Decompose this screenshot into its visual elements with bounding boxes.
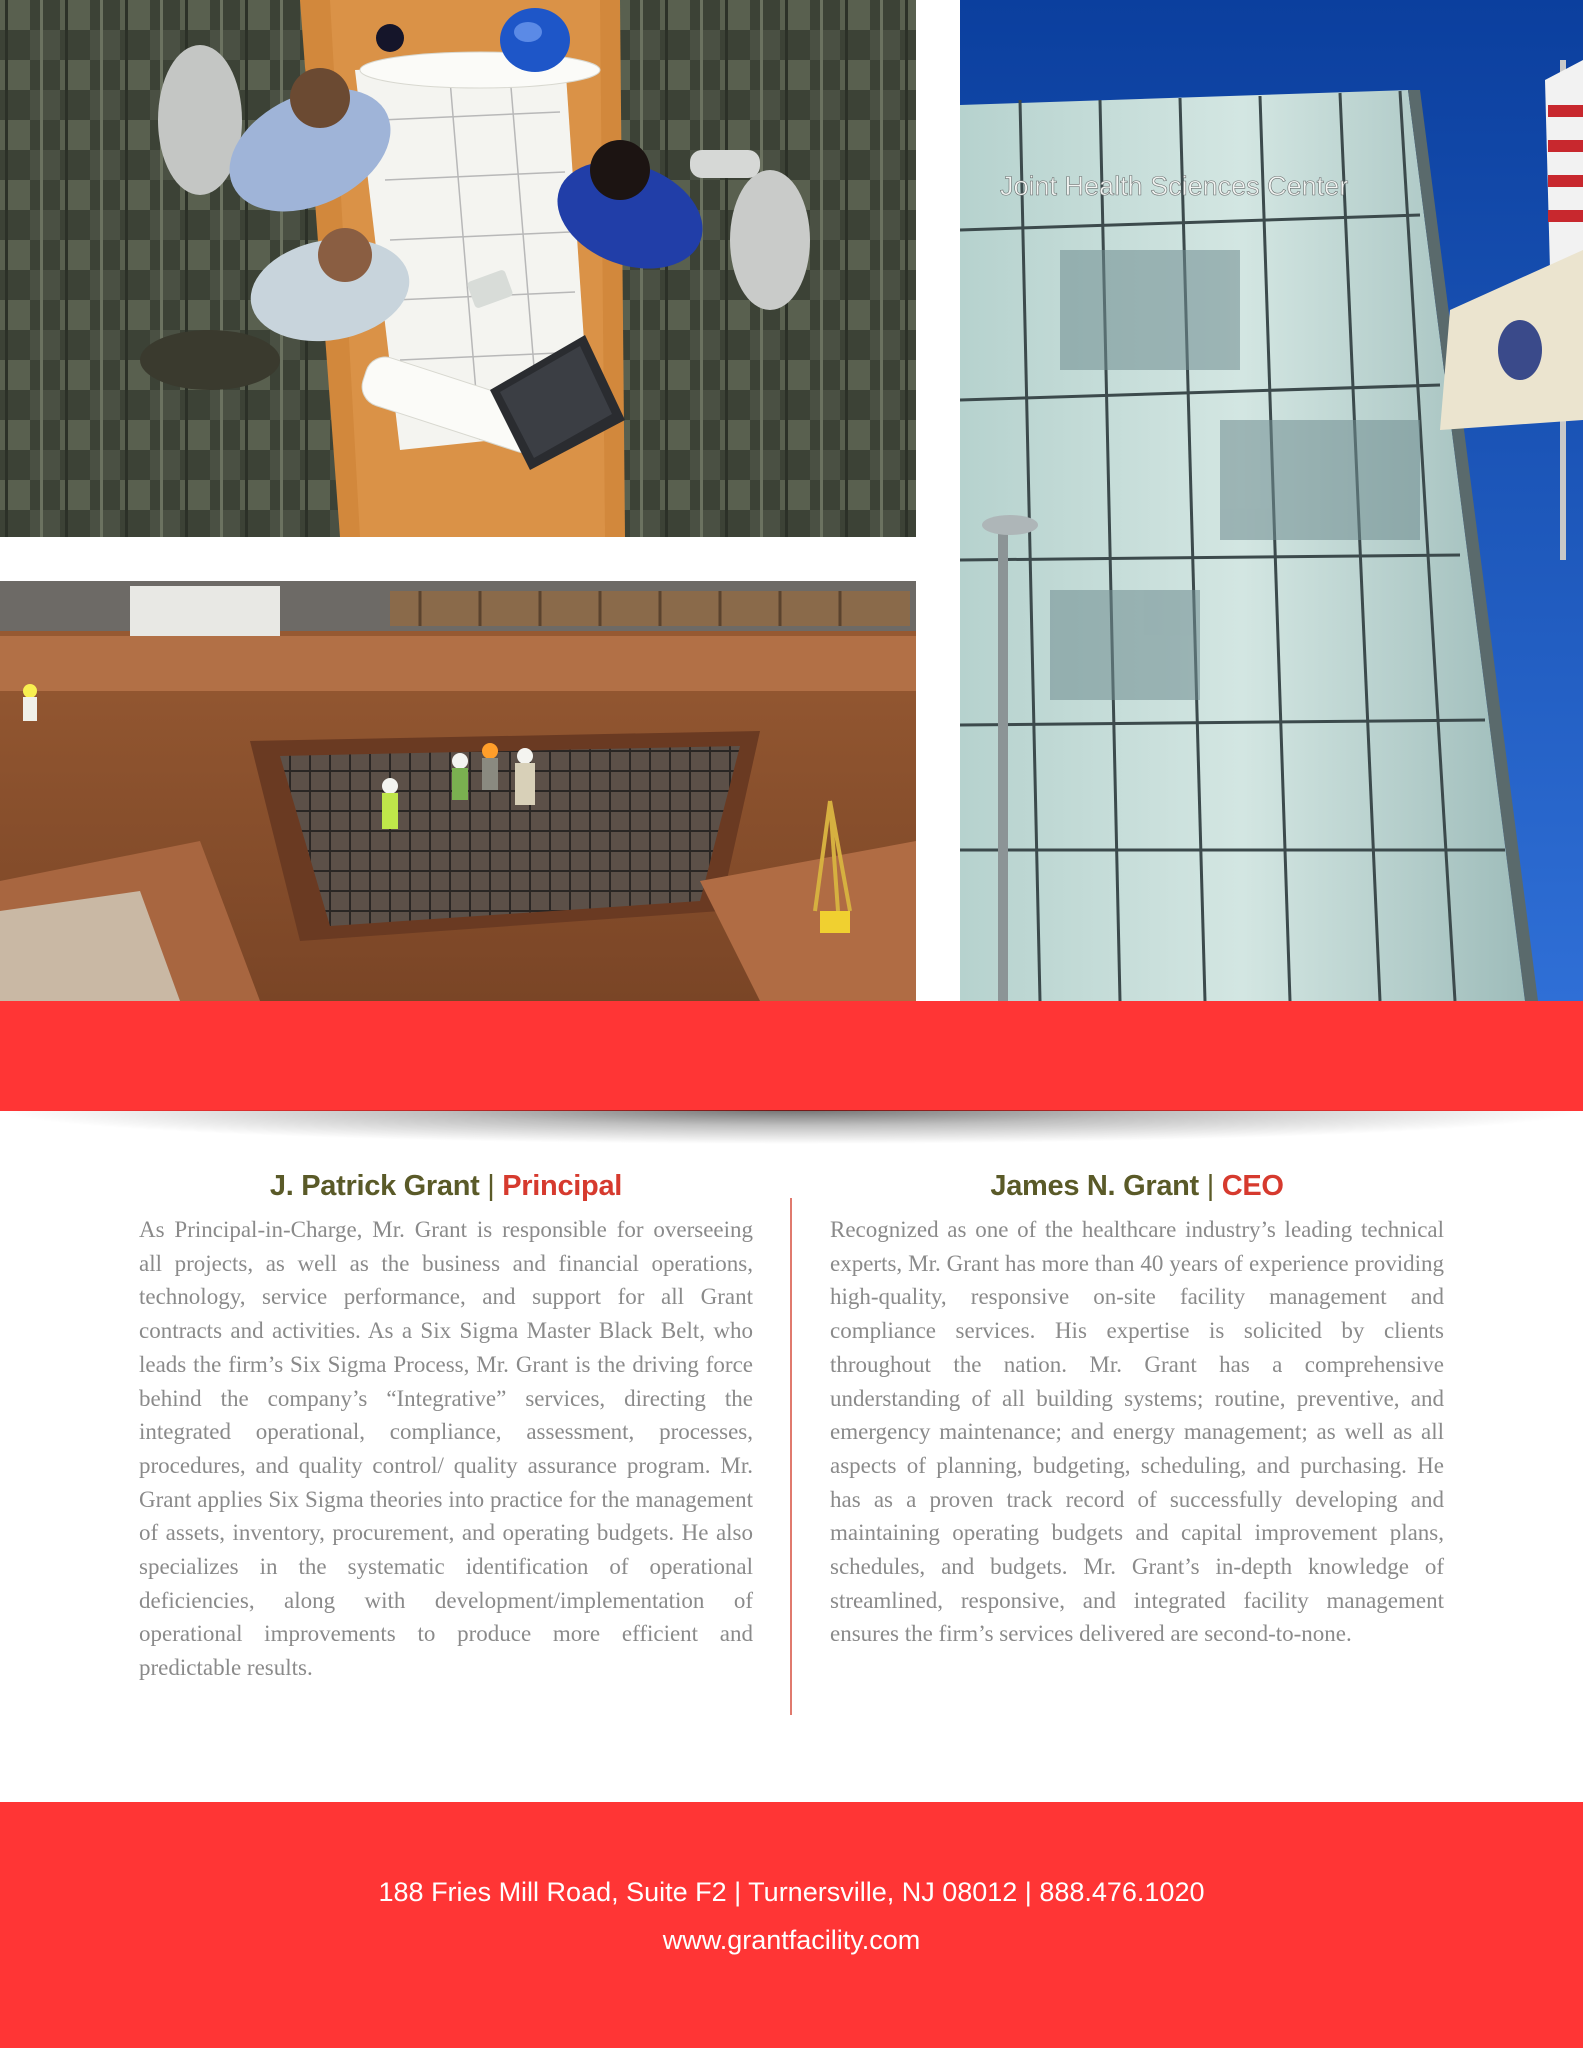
office-meeting-photo (0, 0, 916, 537)
building-facade-photo (960, 0, 1583, 1001)
bio-heading-ceo (830, 1170, 1444, 1203)
office-meeting-illustration (0, 0, 916, 537)
bio-name: J. Patrick Grant (269, 1170, 480, 1202)
bio-text-principal: As Principal-in-Charge, Mr. Grant is responsible for overseeing all projects, as well as the business and financial operations, technology, service performance, and support for all Grant contracts and activities. As a Six Sigma Master Black Belt, who leads the firm’s Six Sigma Process, Mr. Grant is the driving force behind the company’s “Integrative” services, directing the integrated operational, compliance, assessment, processes, procedures, and quality control/ quality assurance program. Mr. Grant applies Six Sigma theories into practice for the management of assets, inventory, procurement, and operating budgets. He also specializes in the systematic identification of operational deficiencies, along with development/implementation of operational improvements to produce more efficient and predictable results. (139, 1217, 753, 1681)
column-divider (790, 1198, 792, 1715)
bio-heading-principal (139, 1170, 753, 1203)
bio-name: James N. Grant (990, 1170, 1199, 1202)
bio-separator: | (1206, 1170, 1214, 1202)
footer-contact-line: 188 Fries Mill Road, Suite F2 | Turnersville, NJ 08012 | 888.476.1020 (378, 1877, 1205, 1907)
bio-text-ceo: Recognized as one of the healthcare industry’s leading technical experts, Mr. Grant has more than 40 years of experience providing high-quality, responsive on-site facility management and compliance services. His expertise is solicited by clients throughout the nation. Mr. Grant has a comprehensive understanding of all building systems; routine, preventive, and emergency maintenance; and energy management; as well as all aspects of planning, budgeting, scheduling, and purchasing. He has as a proven track record of successfully developing and maintaining operating budgets and capital improvement plans, schedules, and budgets. Mr. Grant’s in-depth knowledge of streamlined, responsive, and integrated facility management ensures the firm’s services delivered are second-to-none. (830, 1217, 1444, 1647)
footer (0, 1802, 1583, 2048)
footer-website-link[interactable]: www.grantfacility.com (662, 1925, 921, 1955)
bio-column-principal (139, 1170, 753, 1685)
bio-role: Principal (502, 1170, 623, 1202)
band-shadow (0, 1110, 1583, 1144)
building-sign-text: Joint Health Sciences Center (1000, 171, 1349, 201)
construction-site-illustration (0, 581, 916, 1001)
bio-role: CEO (1221, 1170, 1284, 1202)
construction-site-photo (0, 581, 916, 1001)
building-facade-illustration (960, 0, 1583, 1001)
bio-separator: | (487, 1170, 495, 1202)
red-divider-band (0, 1001, 1583, 1111)
bio-column-ceo (830, 1170, 1444, 1651)
